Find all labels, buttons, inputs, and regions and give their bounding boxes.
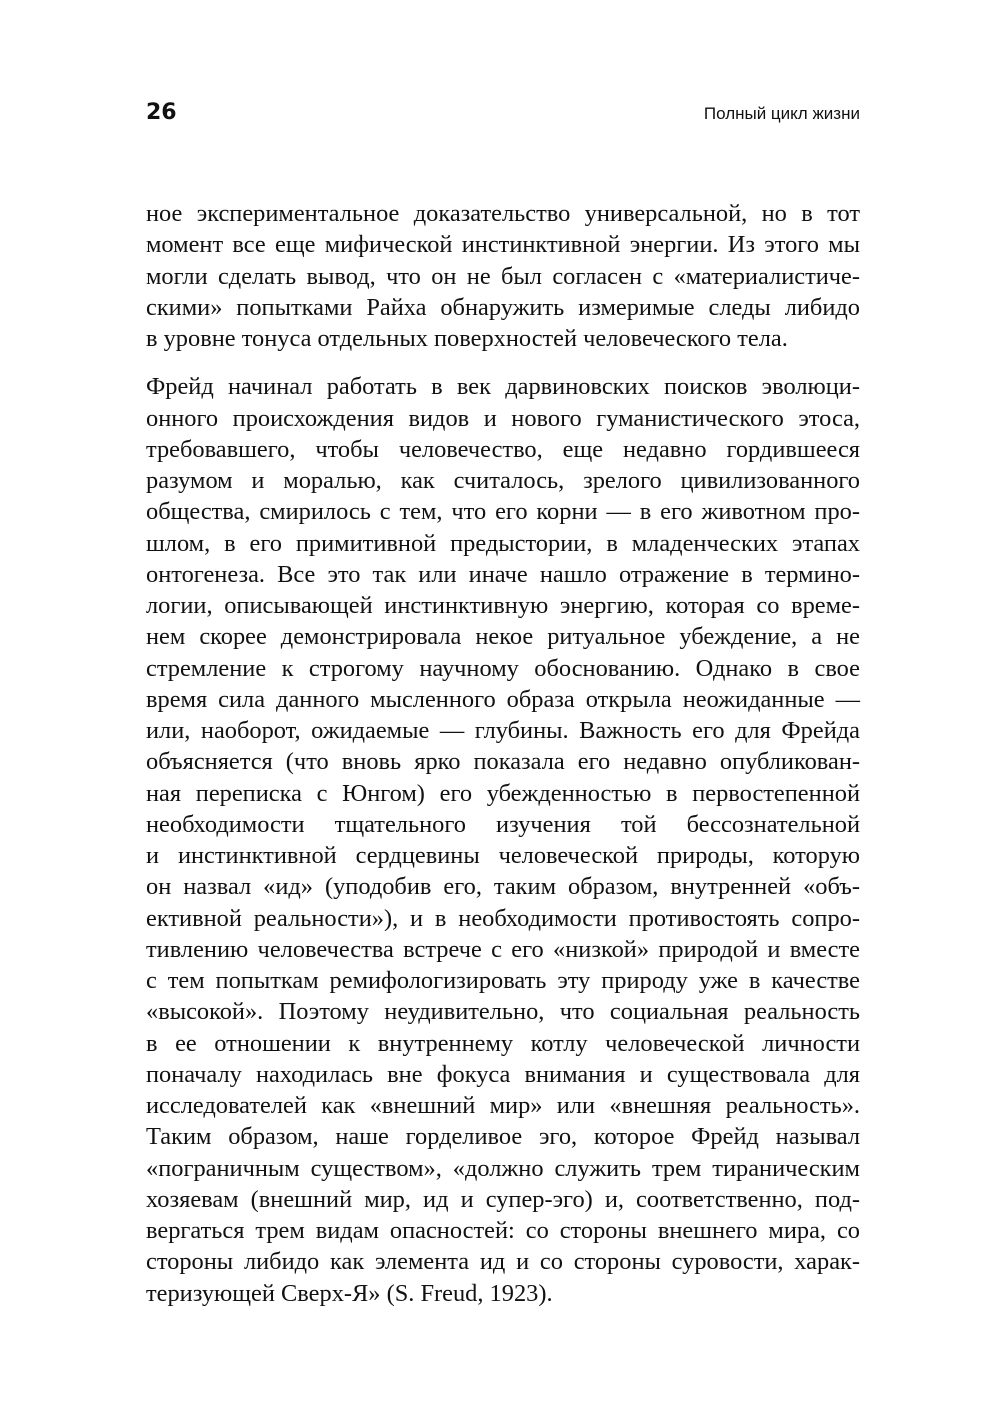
- text-line: могли сделать вывод, что он не был согласен с «материалистиче-: [146, 262, 860, 290]
- text-line: стороны либидо как элемента ид и со стороны суровости, харак-: [146, 1248, 860, 1276]
- text-line: в ее отношении к внутреннему котлу человеческой личности: [146, 1029, 860, 1057]
- text-line: и инстинктивной сердцевины человеческой природы, которую: [146, 842, 860, 869]
- text-line: теризующей Сверх-Я» (S. Freud, 1923).: [146, 1279, 553, 1307]
- text-line: стремление к строгому научному обоснованию. Однако в свое: [146, 654, 860, 682]
- text-line: исследователей как «внешний мир» или «внешняя реальность».: [146, 1092, 860, 1119]
- text-line: объясняется (что вновь ярко показала его недавно опубликован-: [146, 748, 860, 776]
- text-line: момент все еще мифической инстинктивной энергии. Из этого мы: [146, 231, 860, 259]
- text-line: необходимости тщательного изучения той бессознательной: [146, 810, 860, 838]
- text-line: Фрейд начинал работать в век дарвиновских поисков эволюци-: [146, 373, 860, 401]
- text-line: с тем попыткам ремифологизировать эту природу уже в качестве: [146, 967, 860, 994]
- text-line: онтогенеза. Все это так или иначе нашло отражение в термино-: [146, 560, 860, 588]
- text-line: общества, смирилось с тем, что его корни — в его животном про-: [146, 498, 860, 526]
- text-line: шлом, в его примитивной предыстории, в младенческих этапах: [146, 529, 860, 557]
- paragraph-gap: [146, 354, 860, 371]
- text-line: требовавшего, чтобы человечество, еще недавно гордившееся: [146, 435, 860, 463]
- page-number: 26: [146, 100, 177, 125]
- text-line: время сила данного мысленного образа открыла неожиданные —: [146, 685, 860, 713]
- running-header-title: Полный цикл жизни: [703, 104, 860, 123]
- text-line: онного происхождения видов и нового гуманистического этоса,: [146, 404, 860, 432]
- paragraph-1: [146, 198, 860, 354]
- text-line: логии, описывающей инстинктивную энергию, которая со време-: [146, 592, 860, 619]
- text-line: вергаться трем видам опасностей: со стороны внешнего мира, со: [146, 1217, 860, 1244]
- text-line: ективной реальности»), и в необходимости противостоять сопро-: [146, 904, 860, 932]
- text-line: ная переписка с Юнгом) его убежденностью в первостепенной: [146, 779, 860, 807]
- text-line: хозяевам (внешний мир, ид и супер-эго) и, соответственно, под-: [146, 1185, 860, 1213]
- text-line: в уровне тонуса отдельных поверхностей человеческого тела.: [146, 325, 788, 352]
- text-line: нем скорее демонстрировала некое ритуальное убеждение, а не: [146, 623, 860, 651]
- text-line: ное экспериментальное доказательство универсальной, но в тот: [146, 200, 860, 227]
- text-line: он назвал «ид» (уподобив его, таким образом, внутренней «объ-: [146, 873, 860, 901]
- body-text: [146, 198, 860, 1309]
- text-line: «пограничным существом», «должно служить трем тираническим: [146, 1154, 860, 1182]
- paragraph-2: [146, 371, 860, 1309]
- text-line: Таким образом, наше горделивое эго, которое Фрейд называл: [146, 1123, 860, 1151]
- text-line: поначалу находилась вне фокуса внимания и существовала для: [146, 1060, 860, 1088]
- text-line: или, наоборот, ожидаемые — глубины. Важность его для Фрейда: [146, 717, 860, 744]
- text-line: тивлению человечества встрече с его «низкой» природой и вместе: [146, 935, 860, 963]
- text-line: скими» попытками Райха обнаружить измеримые следы либидо: [146, 293, 860, 321]
- text-line: разумом и моралью, как считалось, зрелого цивилизованного: [146, 467, 860, 494]
- text-line: «высокой». Поэтому неудивительно, что социальная реальность: [146, 998, 860, 1026]
